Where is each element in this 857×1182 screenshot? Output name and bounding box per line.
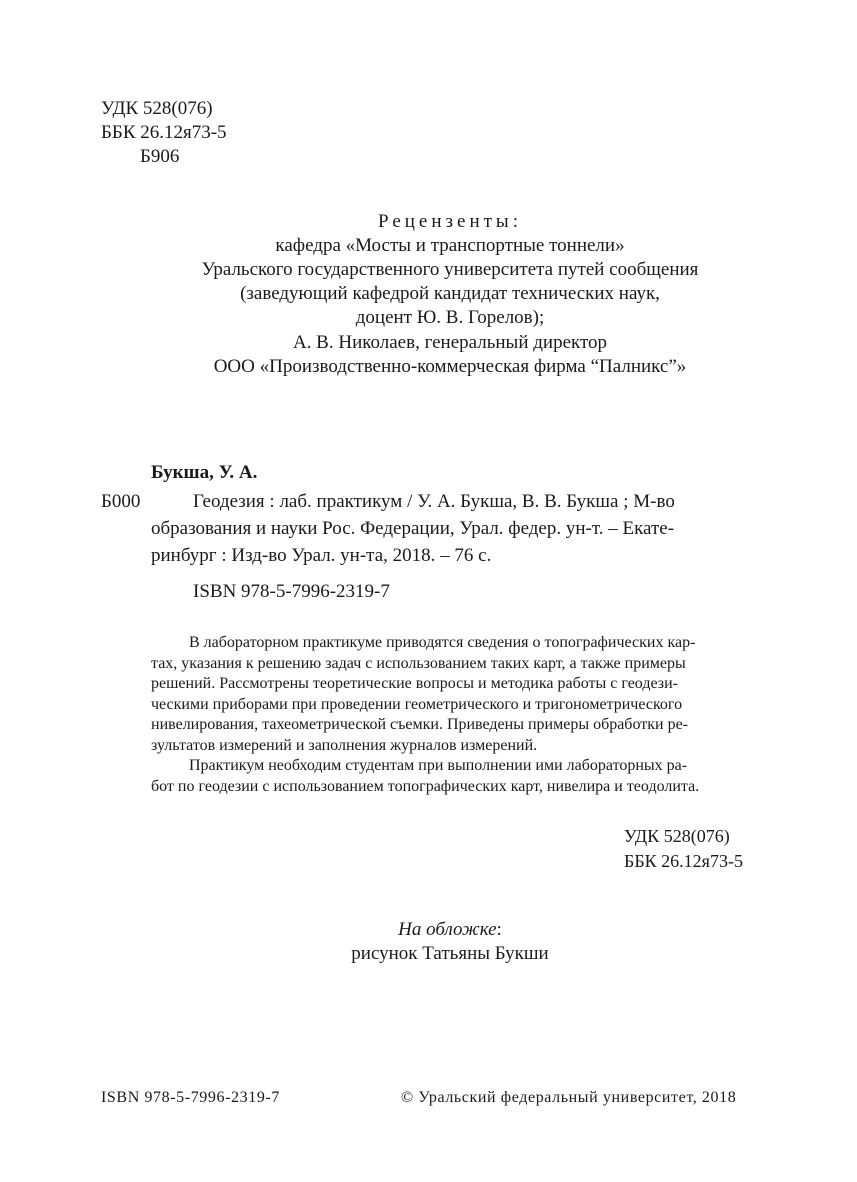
author-code: Б906 (140, 146, 180, 167)
reviewers-block (100, 210, 800, 330)
reviewers-title: Рецензенты: (378, 211, 522, 232)
abstract-line: зультатов измерений и заполнения журналов измерений. (151, 736, 538, 754)
reviewers-second-block (70, 331, 830, 379)
abstract-paragraph-2 (151, 756, 699, 797)
reviewer-second-line: ООО «Производственно-коммерческая фирма “Палникс”» (213, 356, 687, 377)
udk-top: УДК 528(076) (101, 98, 213, 119)
record-isbn: ISBN 978-5-7996-2319-7 (193, 581, 390, 602)
reviewers-line: Уральского государственного университета путей сообщения (201, 259, 699, 280)
cover-text: рисунок Татьяны Букши (351, 943, 549, 964)
cover-label-line (250, 918, 650, 942)
abstract-line: ческими приборами при проведении геометрического и тригонометрического (151, 695, 683, 713)
record-author: Букша, У. А. (151, 462, 258, 483)
footer-isbn: ISBN 978-5-7996-2319-7 (101, 1089, 280, 1106)
abstract-line: В лабораторном практикуме приводятся сведения о топографических кар- (189, 634, 696, 651)
bbk-top: ББК 26.12я73-5 (101, 122, 227, 143)
reviewers-line: доцент Ю. В. Горелов); (355, 307, 545, 328)
abstract-line: бот по геодезии с использованием топографических карт, нивелира и теодолита. (151, 777, 700, 795)
reviewers-line: кафедра «Мосты и транспортные тоннели» (275, 235, 625, 256)
abstract-line: решений. Рассмотрены теоретические вопросы и методика работы с геодези- (151, 675, 678, 692)
udk-bottom: УДК 528(076) (624, 826, 730, 846)
reviewer-second-line: А. В. Николаев, генеральный директор (292, 332, 608, 353)
abstract-line: Практикум необходим студентам при выполнении ими лабораторных ра- (189, 757, 688, 774)
abstract-line: нивелирования, тахеометрической съемки. Приведены примеры обработки ре- (151, 716, 688, 733)
cover-label: На обложке (398, 919, 497, 940)
reviewers-line: (заведующий кафедрой кандидат технических наук, (240, 283, 660, 304)
bbk-bottom: ББК 26.12я73-5 (624, 851, 743, 871)
record-line-3: ринбург : Изд-во Урал. ун-та, 2018. – 76 с. (151, 545, 492, 566)
record-line-1 (193, 490, 748, 514)
record-line-2: образования и науки Рос. Федерации, Урал. федер. ун-т. – Екате- (151, 518, 675, 539)
cover-label-colon: : (496, 919, 502, 940)
record-line-1-text: Геодезия : лаб. практикум / У. А. Букша, В. В. Букша ; М-во (193, 491, 675, 512)
abstract-line: тах, указания к решению задач с использованием таких карт, а также примеры (151, 654, 686, 672)
abstract-paragraph-1 (151, 633, 695, 756)
footer-copyright: © Уральский федеральный университет, 2018 (401, 1089, 737, 1106)
record-index: Б000 (101, 491, 141, 512)
